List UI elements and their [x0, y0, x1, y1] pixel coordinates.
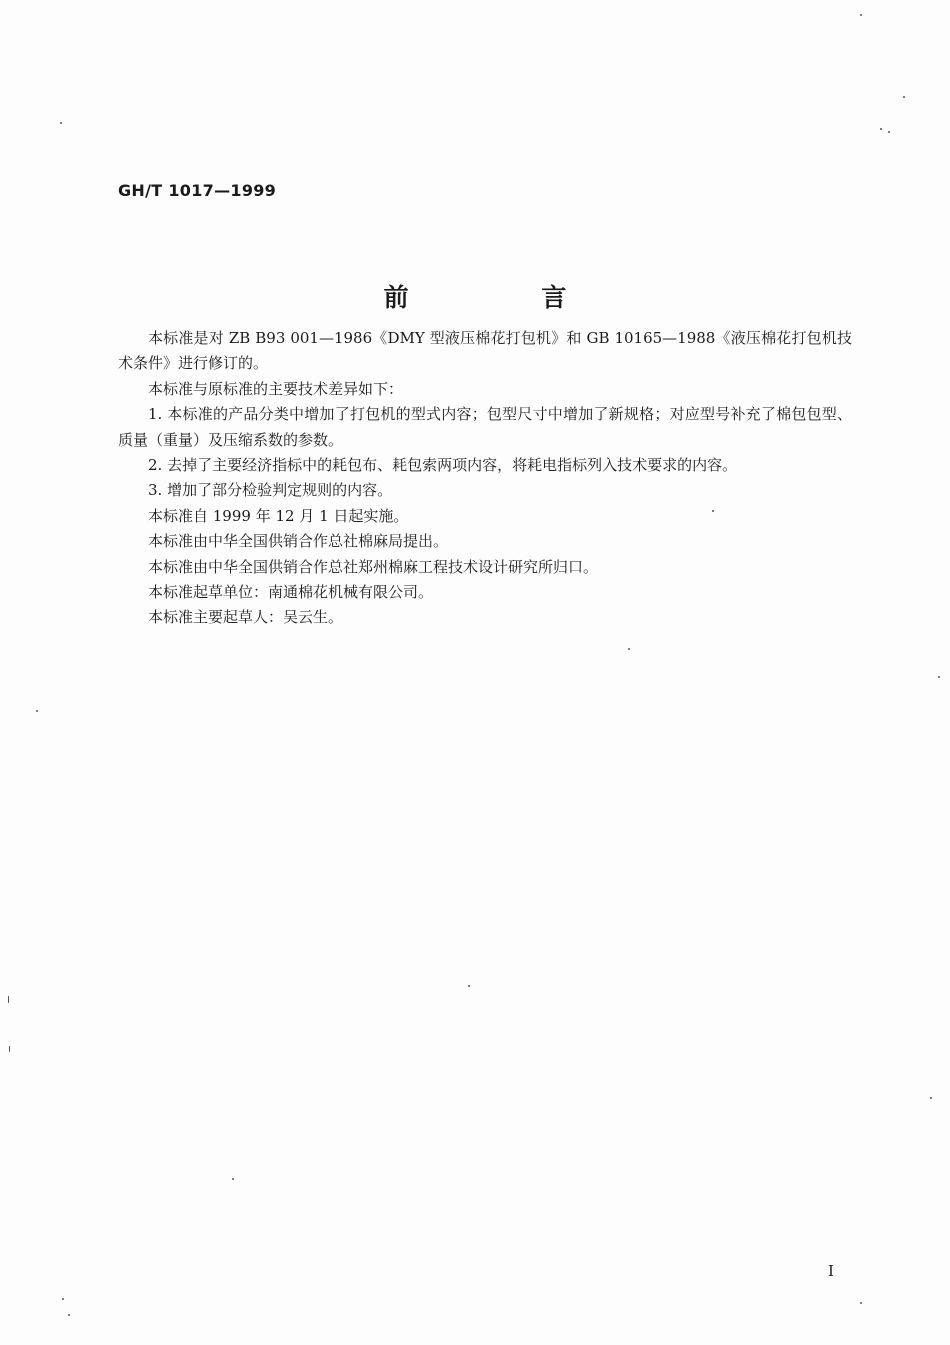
paragraph: 本标准主要起草人：吴云生。 [148, 608, 344, 627]
paragraph: 本标准起草单位：南通棉花机械有限公司。 [148, 583, 434, 602]
foreword-body [118, 326, 852, 631]
standard-code: GH/T 1017—1999 [118, 181, 277, 200]
page-number: I [828, 1262, 834, 1280]
paragraph: 本标准是对 ZB B93 001—1986《DMY 型液压棉花打包机》和 GB 10165—1988《液压棉花打包机技术条件》进行修订的。 [118, 329, 852, 373]
paragraph: 1. 本标准的产品分类中增加了打包机的型式内容；包型尺寸中增加了新规格；对应型号补充了棉包包型、质量（重量）及压缩系数的参数。 [118, 405, 852, 449]
page-title: 前 言 [383, 283, 629, 312]
paragraph: 本标准与原标准的主要技术差异如下： [148, 379, 404, 398]
paragraph: 2. 去掉了主要经济指标中的耗包布、耗包索两项内容，将耗电指标列入技术要求的内容。 [148, 456, 738, 475]
paragraph: 本标准由中华全国供销合作总社郑州棉麻工程技术设计研究所归口。 [148, 557, 599, 576]
paragraph: 本标准由中华全国供销合作总社棉麻局提出。 [148, 532, 449, 551]
paragraph: 本标准自 1999 年 12 月 1 日起实施。 [148, 506, 409, 525]
paragraph: 3. 增加了部分检验判定规则的内容。 [148, 481, 393, 500]
